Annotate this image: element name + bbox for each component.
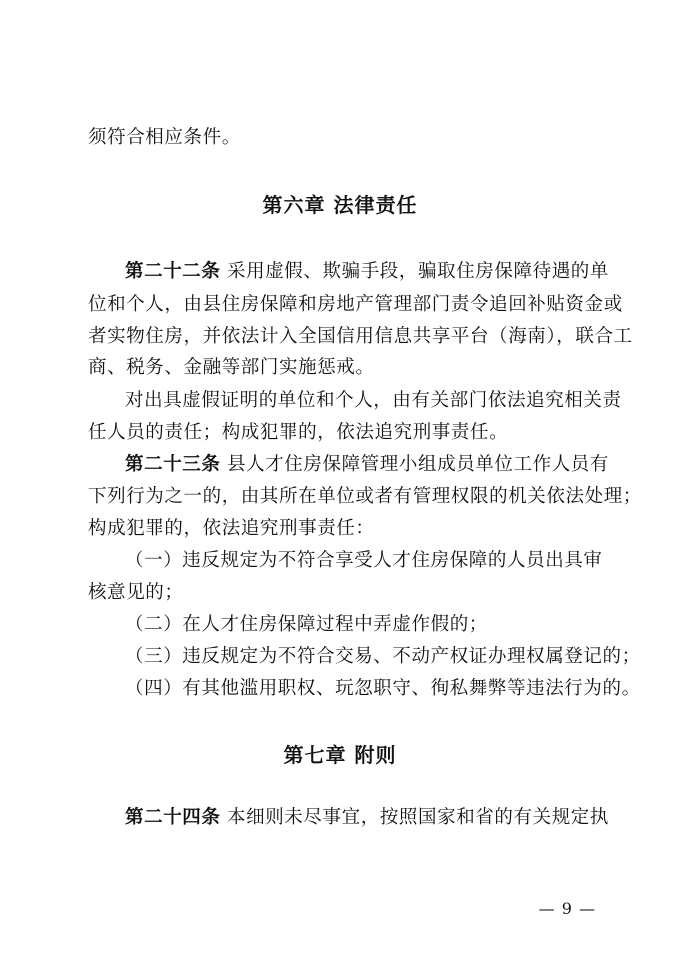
text-line: 须符合相应条件。 [88, 127, 241, 148]
article-23-line-2: 下列行为之一的，由其所在单位或者有管理权限的机关依法处理； [88, 486, 642, 507]
article-22-label: 第二十二条 [125, 261, 221, 282]
article-23-line-1 [125, 453, 610, 477]
article-22-line-3: 者实物住房，并依法计入全国信用信息共享平台（海南），联合工 [88, 326, 633, 347]
list-item-1-line-1: （一）违反规定为不符合享受人才住房保障的人员出具审 [125, 550, 603, 571]
paragraph-line: 对出具虚假证明的单位和个人，由有关部门依法追究相关责 [125, 390, 622, 411]
list-item-2: （二）在人才住房保障过程中弄虚作假的； [125, 614, 488, 635]
list-item-3: （三）违反规定为不符合交易、不动产权证办理权属登记的； [125, 646, 641, 667]
article-23-label: 第二十三条 [125, 454, 221, 475]
article-22-line-1 [125, 260, 610, 284]
article-24-text: 本细则未尽事宜，按照国家和省的有关规定执 [227, 807, 610, 828]
article-22-text: 采用虚假、欺骗手段，骗取住房保障待遇的单 [227, 261, 610, 282]
list-item-4: （四）有其他滥用职权、玩忽职守、徇私舞弊等违法行为的。 [125, 678, 641, 699]
article-24-line-1 [125, 806, 610, 830]
article-23-line-3: 构成犯罪的，依法追究刑事责任： [88, 518, 375, 539]
paragraph-line: 任人员的责任；构成犯罪的，依法追究刑事责任。 [88, 422, 509, 443]
article-23-text: 县人才住房保障管理小组成员单位工作人员有 [227, 454, 610, 475]
chapter-7-heading: 第七章 附则 [283, 743, 397, 767]
article-22-line-4: 商、税务、金融等部门实施惩戒。 [88, 357, 375, 378]
article-24-label: 第二十四条 [125, 807, 221, 828]
article-22-line-2: 位和个人，由县住房保障和房地产管理部门责令追回补贴资金或 [88, 294, 623, 315]
list-item-1-line-2: 核意见的； [88, 582, 184, 603]
chapter-6-heading: 第六章 法律责任 [262, 193, 418, 217]
page-number: — 9 — [538, 899, 596, 918]
